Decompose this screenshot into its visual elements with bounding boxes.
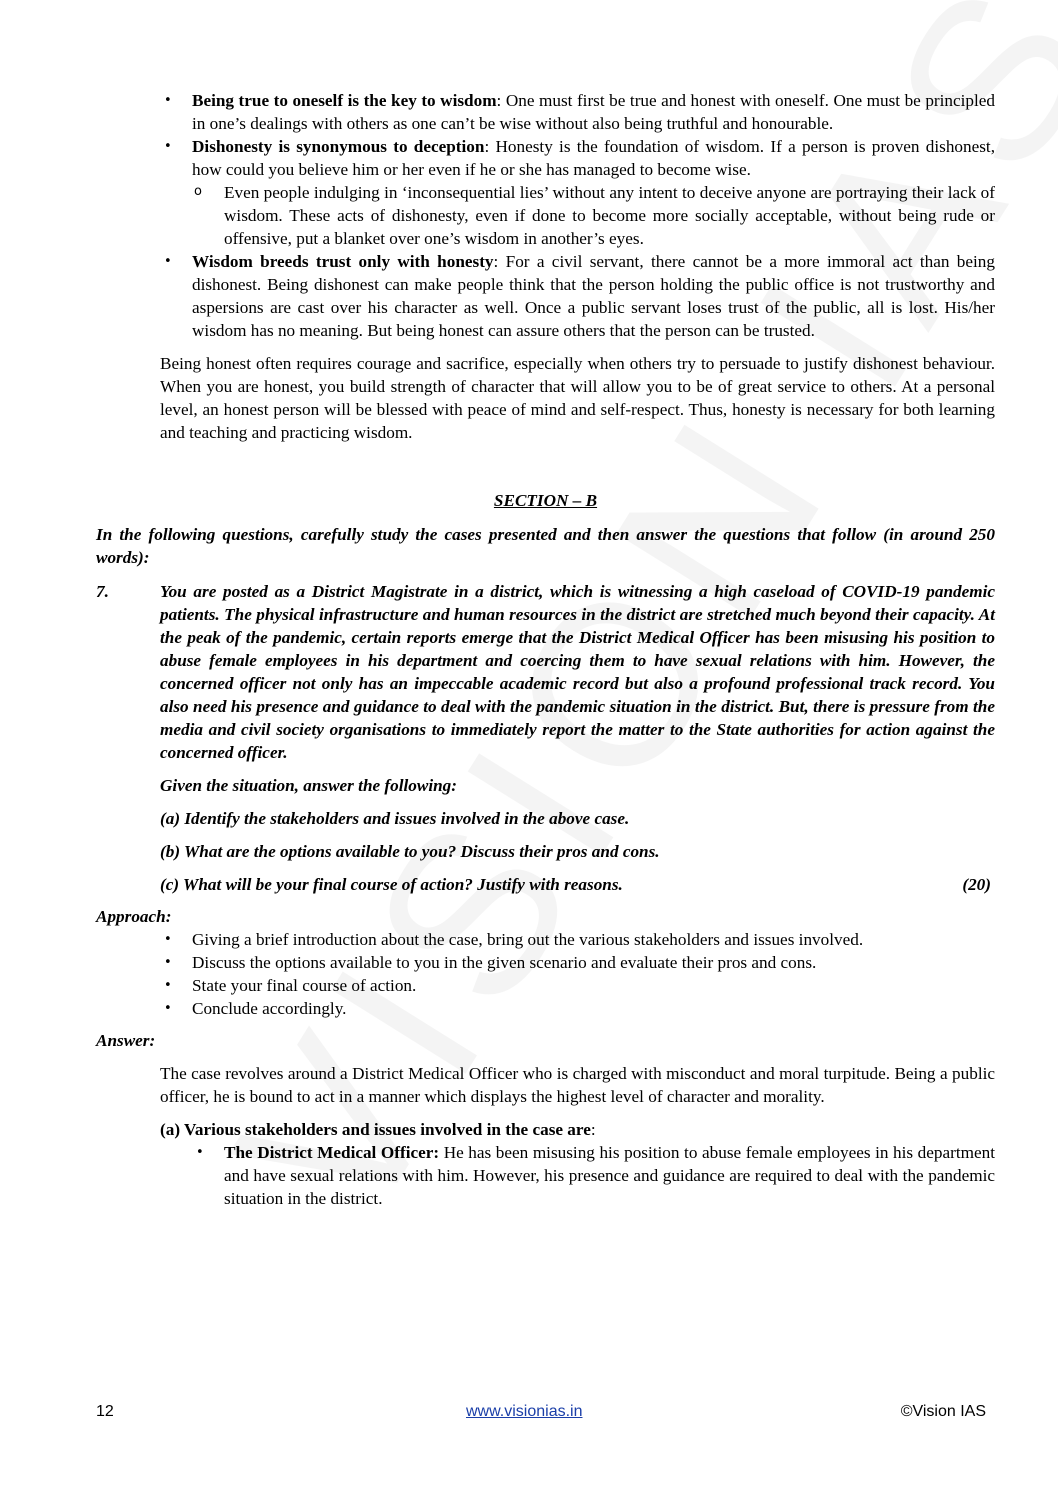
- question-text: You are posted as a District Magistrate in a district, which is witnessing a high caseload of COVID-19 pandemic patients. The physical infrastructure and human resources in the district are stretched much beyond their capacity. At the peak of the pandemic, certain reports emerge that the District Medical Officer has been misusing his position to abuse female employees in his department and coercing them to have sexual relations with him. However, the concerned officer not only has an impeccable academic record but also a profound professional track record. You also need his presence and guidance to deal with the pandemic situation in the district. But, there is pressure from the media and civil society organisations to immediately report the matter to the State authorities for action against the concerned officer.: [160, 582, 995, 762]
- bullet-bold-lead: Wisdom breeds trust only with honesty: [192, 252, 494, 271]
- answer-sub-heading-colon: :: [590, 1120, 596, 1139]
- answer-label: Answer:: [96, 1031, 156, 1050]
- section-heading: SECTION – B: [493, 491, 598, 510]
- bullet-text: : For a civil servant, there cannot be a more immoral act than being dishonest. Being dishonest can make people think that the person holding the public office is not trustworthy and aspersions are cast over his character as well. Once a public servant loses trust of the public, all is lost. His/her wisdom has no meaning. But being honest can assure others that the person can be trusted.: [192, 252, 995, 340]
- question-part-b: (b) What are the options available to you? Discuss their pros and cons.: [160, 842, 660, 861]
- bullet-item: [96, 135, 995, 181]
- page-footer: [96, 1403, 986, 1427]
- bullet-item: [96, 250, 995, 342]
- bullet-bold-lead: Dishonesty is synonymous to deception: [192, 137, 485, 156]
- answer-sub-heading-text: (a) Various stakeholders and issues involved in the case are: [160, 1120, 591, 1139]
- bullet-item: [96, 89, 995, 135]
- answer-intro: The case revolves around a District Medical Officer who is charged with misconduct and moral turpitude. Being a public officer, he is bound to act in a manner which displays the highest level of character and morality.: [160, 1064, 995, 1106]
- stakeholder-item: [96, 1141, 995, 1210]
- approach-item: • Giving a brief introduction about the case, bring out the various stakeholders and issues involved.: [96, 928, 995, 951]
- question-part-c-row: [96, 873, 995, 896]
- page-number: 12: [96, 1403, 114, 1420]
- question-block: [96, 580, 995, 764]
- stakeholder-list: [96, 1141, 995, 1210]
- section-intro: In the following questions, carefully study the cases presented and then answer the questions that follow (in around 250 words):: [96, 525, 995, 567]
- question-part-a: (a) Identify the stakeholders and issues involved in the above case.: [160, 809, 630, 828]
- bullet-text: : Honesty is the foundation of wisdom. If a person is proven dishonest, how could you believe him or her even if he or she has managed to become wise.: [192, 137, 995, 179]
- sub-bullet-list: [96, 181, 995, 250]
- question-part-c: (c) What will be your final course of action? Justify with reasons.: [160, 875, 623, 894]
- copyright-text: ©Vision IAS: [900, 1403, 986, 1420]
- bullet-text: : One must first be true and honest with oneself. One must be principled in one’s dealings with others as one can’t be wise without also being truthful and honourable.: [192, 91, 996, 133]
- website-link[interactable]: www.visionias.in: [466, 1403, 583, 1420]
- answer-sub-heading: [96, 1118, 995, 1141]
- approach-item: • Discuss the options available to you in the given scenario and evaluate their pros and cons.: [96, 951, 995, 974]
- question-number: 7.: [96, 582, 109, 601]
- stakeholder-name: The District Medical Officer:: [224, 1143, 440, 1162]
- bullet-list-top-cont: [96, 250, 995, 342]
- approach-list: [96, 928, 995, 1020]
- approach-item: • Conclude accordingly.: [96, 997, 995, 1020]
- question-marks: (20): [962, 875, 991, 894]
- bullet-list-top: [96, 89, 995, 181]
- page-content: [96, 89, 995, 1210]
- question-prompt: Given the situation, answer the following:: [160, 776, 458, 795]
- conclusion-paragraph: Being honest often requires courage and sacrifice, especially when others try to persuade to justify dishonest behaviour. When you are honest, you build strength of character that will allow you to be of great service to others. At a personal level, an honest person will be blessed with peace of mind and self-respect. Thus, honesty is necessary for both learning and teaching and practicing wisdom.: [160, 354, 995, 442]
- bullet-bold-lead: Being true to oneself is the key to wisdom: [192, 91, 497, 110]
- approach-item: • State your final course of action.: [96, 974, 995, 997]
- sub-bullet-item: o Even people indulging in ‘inconsequential lies’ without any intent to deceive anyone are portraying their lack of wisdom. These acts of dishonesty, even if done to become more socially acceptable, without being rude or offensive, put a blanket over one’s wisdom in another’s eyes.: [96, 181, 995, 250]
- stakeholder-text: He has been misusing his position to abuse female employees in his department and have sexual relations with him. However, his presence and guidance are required to deal with the pandemic situation in the district.: [224, 1143, 995, 1208]
- approach-label: Approach:: [96, 907, 172, 926]
